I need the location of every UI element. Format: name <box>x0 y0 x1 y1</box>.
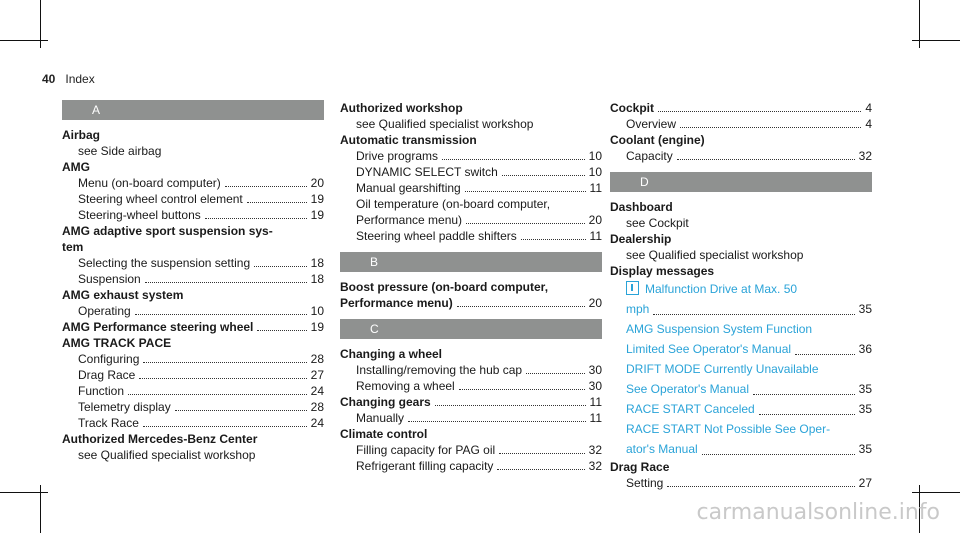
see-reference[interactable]: see Cockpit <box>626 216 689 230</box>
entry-display-messages: Display messages <box>610 264 715 278</box>
index-row[interactable]: Manually 11 <box>356 411 602 425</box>
entry-airbag: Airbag <box>62 128 101 142</box>
section-header-c: C <box>340 319 602 339</box>
entry-coolant: Coolant (engine) <box>610 133 705 147</box>
entry-amg-performance-wheel[interactable]: AMG Performance steering wheel 19 <box>62 320 324 334</box>
crop-mark <box>912 492 960 493</box>
see-reference[interactable]: see Qualified specialist workshop <box>626 248 804 262</box>
index-row[interactable]: Filling capacity for PAG oil 32 <box>356 443 602 457</box>
index-row[interactable]: DYNAMIC SELECT switch 10 <box>356 165 602 179</box>
index-row[interactable]: Configuring 28 <box>78 352 324 366</box>
index-row[interactable]: Suspension 18 <box>78 272 324 286</box>
page-header <box>42 72 95 86</box>
index-row[interactable]: Capacity 32 <box>626 149 872 163</box>
index-row[interactable]: Removing a wheel 30 <box>356 379 602 393</box>
display-message-link[interactable]: Malfunction Drive at Max. 50 mph 35 <box>626 282 872 316</box>
index-row[interactable]: Drive programs 10 <box>356 149 602 163</box>
display-message-link[interactable]: AMG Suspension System Function Limited See Operator's Manual 36 <box>626 322 872 356</box>
entry-cockpit[interactable]: Cockpit 4 <box>610 101 872 115</box>
index-column-2 <box>340 100 602 474</box>
page-number: 40 <box>42 72 56 86</box>
page-title: Index <box>65 72 95 86</box>
see-reference[interactable]: see Side airbag <box>78 144 162 158</box>
display-message-link[interactable]: RACE START Canceled 35 <box>626 402 872 416</box>
display-message-link[interactable]: DRIFT MODE Currently Unavailable See Operator's Manual 35 <box>626 362 872 396</box>
crop-mark <box>0 40 48 41</box>
see-reference[interactable]: see Qualified specialist workshop <box>78 448 256 462</box>
index-row[interactable]: Menu (on-board computer) 20 <box>78 176 324 190</box>
section-header-b: B <box>340 252 602 272</box>
index-row[interactable]: Refrigerant filling capacity 32 <box>356 459 602 473</box>
entry-drag-race: Drag Race <box>610 460 670 474</box>
index-row[interactable]: Setting 27 <box>626 476 872 490</box>
see-reference[interactable]: see Qualified specialist workshop <box>356 117 534 131</box>
index-column-3 <box>610 100 872 491</box>
watermark: carmanualsonline.info <box>696 500 940 525</box>
index-row[interactable]: Steering-wheel buttons 19 <box>78 208 324 222</box>
index-row[interactable]: Manual gearshifting 11 <box>356 181 602 195</box>
section-header-a: A <box>62 100 324 120</box>
entry-changing-gears[interactable]: Changing gears 11 <box>340 395 602 409</box>
index-row[interactable]: Operating 10 <box>78 304 324 318</box>
section-header-d: D <box>610 172 872 192</box>
index-row[interactable]: Oil temperature (on-board computer, Performance menu) 20 <box>356 197 602 227</box>
suspension-warning-icon <box>626 281 639 295</box>
entry-changing-wheel: Changing a wheel <box>340 347 443 361</box>
index-row[interactable]: Steering wheel control element 19 <box>78 192 324 206</box>
entry-amg-adaptive: AMG adaptive sport suspension sys- tem <box>62 224 273 254</box>
index-column-1 <box>62 100 324 463</box>
crop-mark <box>0 492 48 493</box>
entry-climate-control: Climate control <box>340 427 428 441</box>
index-row[interactable]: Telemetry display 28 <box>78 400 324 414</box>
display-message-link[interactable]: RACE START Not Possible See Oper- ator's Manual 35 <box>626 422 872 456</box>
index-row[interactable]: Overview 4 <box>626 117 872 131</box>
index-row[interactable]: Track Race 24 <box>78 416 324 430</box>
index-row[interactable]: Installing/removing the hub cap 30 <box>356 363 602 377</box>
index-row[interactable]: Steering wheel paddle shifters 11 <box>356 229 602 243</box>
entry-amg-track-pace: AMG TRACK PACE <box>62 336 172 350</box>
entry-dashboard: Dashboard <box>610 200 673 214</box>
entry-authorized-center: Authorized Mercedes-Benz Center <box>62 432 258 446</box>
index-row[interactable]: Drag Race 27 <box>78 368 324 382</box>
index-row[interactable]: Function 24 <box>78 384 324 398</box>
index-row[interactable]: Selecting the suspension setting 18 <box>78 256 324 270</box>
entry-authorized-workshop: Authorized workshop <box>340 101 463 115</box>
entry-amg-exhaust: AMG exhaust system <box>62 288 184 302</box>
entry-automatic-transmission: Automatic transmission <box>340 133 477 147</box>
entry-dealership: Dealership <box>610 232 672 246</box>
entry-amg: AMG <box>62 160 90 174</box>
crop-mark <box>912 40 960 41</box>
entry-boost-pressure[interactable]: Boost pressure (on-board computer, Performance menu) 20 <box>340 280 602 310</box>
